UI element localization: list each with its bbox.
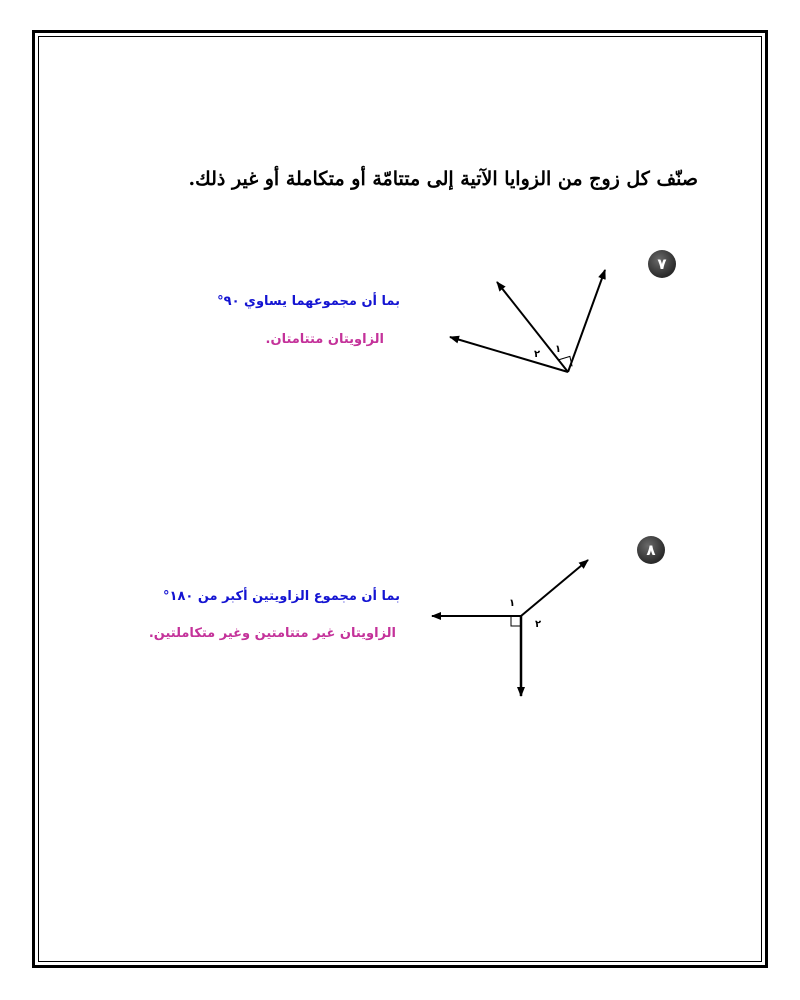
exercise-8-right-angle-mark [511, 616, 521, 626]
exercise-7-angle-label-1: ١ [554, 344, 562, 355]
exercise-7-ray-middle [497, 282, 568, 372]
exercise-8-figure [432, 560, 588, 696]
exercise-7-figure [450, 270, 605, 372]
exercise-7-reason: بما أن مجموعهما يساوي ٩٠° [217, 294, 400, 309]
exercise-8-reason: بما أن مجموع الزاويتين أكبر من ١٨٠° [163, 589, 400, 604]
exercise-8-number-badge: ٨ [637, 536, 665, 564]
exercise-7-result: الزاويتان متتامتان. [265, 332, 384, 347]
exercise-7-ray-right [568, 270, 605, 372]
exercise-7-ray-left [450, 337, 568, 372]
exercise-8-ray-upright [521, 560, 588, 616]
exercise-7-angle-label-2: ٢ [533, 349, 541, 360]
exercise-8-angle-label-2: ٢ [534, 619, 542, 630]
page-title: صنّف كل زوج من الزوايا الآتية إلى متتامّة أو متكاملة أو غير ذلك. [188, 168, 698, 190]
exercise-7-number-badge: ٧ [648, 250, 676, 278]
exercise-8-result: الزاويتان غير متتامتين وغير متكاملتين. [148, 626, 396, 641]
exercise-8-angle-label-1: ١ [508, 598, 516, 609]
